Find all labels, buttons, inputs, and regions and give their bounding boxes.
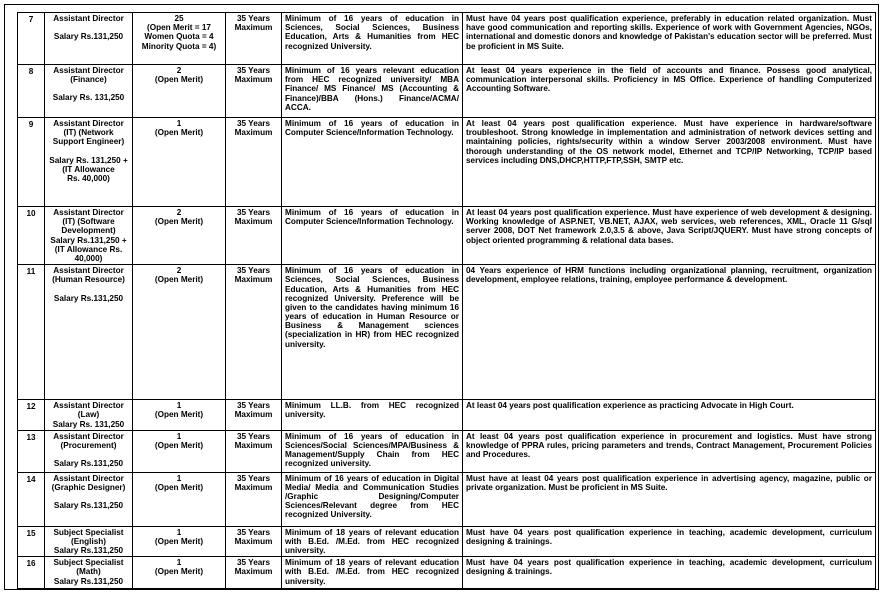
post-line: Assistant Director <box>53 208 124 217</box>
seats-line: Women Quota = 4 <box>144 32 214 42</box>
post-line: (IT) (Software <box>62 217 115 227</box>
age-limit-cell <box>226 265 282 400</box>
post-line: Assistant Director <box>53 431 124 441</box>
age-line: 35 Years <box>236 208 271 217</box>
seats-line: 1 <box>176 527 182 537</box>
seats-line: (Open Merit) <box>154 217 204 227</box>
education-cell: Minimum of 18 years of relevant education with B.Ed. /M.Ed. from HEC recognized university. <box>282 557 463 589</box>
age-line: Maximum <box>234 128 273 138</box>
education-cell: Minimum LL.B. from HEC recognized university. <box>282 400 463 431</box>
post-cell <box>45 265 133 400</box>
post-line: Development) <box>61 226 116 236</box>
post-cell <box>45 13 133 65</box>
age-line: 35 Years <box>236 401 271 411</box>
seats-cell <box>133 118 226 207</box>
age-line: Maximum <box>234 536 273 546</box>
age-line: Maximum <box>234 410 273 420</box>
post-cell <box>45 557 133 589</box>
seats-line: (Open Merit) <box>154 482 204 492</box>
post-line: Rs. 40,000) <box>67 173 110 183</box>
seats-line: (Open Merit) <box>154 536 204 546</box>
post-line: Salary Rs.131,250 <box>53 459 124 469</box>
experience-cell: Must have 04 years post qualification experience in teaching, academic development, curriculum designing & trainings. <box>463 557 876 589</box>
post-line: Salary Rs.131,250 <box>53 293 124 303</box>
serial-number-cell: 11 <box>18 265 45 400</box>
serial-number-cell: 9 <box>18 118 45 207</box>
seats-cell <box>133 430 226 472</box>
experience-cell: Must have 04 years post qualification experience in teaching, academic development, curriculum designing & trainings. <box>463 526 876 557</box>
experience-cell: At least 04 years post qualification experience. Must have experience of web development & designing. Working knowledge of ASP.NET, VB.NET, AJAX, web services, web references, XML, Oracle 11 G/sql server 2008, DOT Net framework 2.0,3.5 & above, Java Script/JQUERY. Must have strong concepts of object oriented programming & relational data bases. <box>463 207 876 265</box>
education-cell: Minimum of 18 years of relevant education with B.Ed. /M.Ed. from HEC recognized university. <box>282 526 463 557</box>
age-line: Maximum <box>234 482 273 492</box>
age-line: 35 Years <box>236 473 271 483</box>
age-line: 35 Years <box>236 527 271 537</box>
post-line: Subject Specialist <box>53 558 124 568</box>
post-line: Salary Rs. 131,250 <box>52 93 125 103</box>
post-line: Assistant Director <box>53 66 124 75</box>
post-cell <box>45 526 133 557</box>
post-line: (Human Resource) <box>52 275 125 285</box>
post-line: 40,000) <box>74 253 103 263</box>
seats-cell <box>133 65 226 118</box>
experience-cell: Must have at least 04 years post qualification experience in advertising agency, magazine, public or private organization. Must be proficient in MS Suite. <box>463 472 876 526</box>
post-line: Salary Rs. 131,250 + <box>49 155 128 165</box>
table-row <box>18 430 876 472</box>
post-line: Subject Specialist <box>53 527 124 537</box>
post-line: (Law) <box>77 410 100 420</box>
seats-line: 2 <box>176 66 182 75</box>
post-line: Support Engineer) <box>52 137 125 147</box>
seats-line: 1 <box>176 401 182 411</box>
seats-line: (Open Merit) <box>154 567 204 577</box>
experience-cell: At least 04 years post qualification experience in procurement and logistics. Must have strong knowledge of PPRA rules, pricing parameters and trends, Contract Management, Procurement Policies and Procedures. <box>463 430 876 472</box>
age-line: 35 Years <box>236 14 271 23</box>
positions-table-body <box>18 13 876 589</box>
education-cell: Minimum of 16 years relevant education from HEC recognized university/ MBA Finance/ MS Finance/ MS (Accounting & Finance)/BBA (Hons.) Finance/ACMA/ ACCA. <box>282 65 463 118</box>
age-limit-cell <box>226 207 282 265</box>
seats-cell <box>133 526 226 557</box>
seats-cell <box>133 207 226 265</box>
age-line: Maximum <box>234 217 273 227</box>
age-limit-cell <box>226 400 282 431</box>
seats-line: 25 <box>174 14 184 23</box>
post-line <box>48 147 129 156</box>
age-limit-cell <box>226 557 282 589</box>
education-cell: Minimum of 16 years of education in Sciences, Social Sciences, Business Education, Arts & Humanities from HEC recognized University. Preference will be given to the candidates having minimum 16 years of education in Human Resource or Business & Management sciences (specialization in HR) from HEC recognized university. <box>282 265 463 400</box>
post-cell <box>45 472 133 526</box>
age-limit-cell <box>226 13 282 65</box>
post-line: (Math) <box>76 567 101 577</box>
experience-cell: At least 04 years experience in the field of accounts and finance. Possess good analytical, communication interpersonal skills. Proficiency in MS Office. Experience of handling Computerized Accounting Software. <box>463 65 876 118</box>
serial-number-cell: 13 <box>18 430 45 472</box>
table-row <box>18 65 876 118</box>
age-line: 35 Years <box>236 266 271 276</box>
experience-cell: At least 04 years post qualification experience. Must have experience in hardware/software troubleshoot. Strong knowledge in implementation and administration of network devices setting and maintaining policies, rights/security within a window Server 2003/2008 environment. Must have thorough understanding of the OS network model, Ethernet and TCP/IP Networking, TCP/IP based services including DNS,DHCP,HTTP,FTP,SSH, SMTP etc. <box>463 118 876 207</box>
seats-cell <box>133 400 226 431</box>
post-line: (IT Allowance <box>62 164 115 174</box>
experience-cell: Must have 04 years post qualification experience, preferably in education related organization. Must have good communication and reporting skills. Experience of work with Government Agencies, NGOs, international and domestic donors and knowledge of Pakistan's education sector will be preferred. Must be proficient in MS Suite. <box>463 13 876 65</box>
post-line: Salary Rs.131,250 + <box>50 235 127 245</box>
post-line <box>48 492 129 501</box>
age-limit-cell <box>226 472 282 526</box>
table-row <box>18 118 876 207</box>
seats-cell <box>133 557 226 589</box>
post-line: (IT) (Network <box>63 128 114 138</box>
post-line: Salary Rs.131,250 <box>53 32 124 42</box>
seats-line: (Open Merit) <box>154 128 204 138</box>
table-row <box>18 207 876 265</box>
serial-number-cell: 14 <box>18 472 45 526</box>
seats-line: 2 <box>176 208 182 217</box>
experience-cell: 04 Years experience of HRM functions including organizational planning, recruitment, organization development, employee relations, training, employee performance & development. <box>463 265 876 400</box>
post-cell <box>45 400 133 431</box>
age-line: Maximum <box>234 75 273 85</box>
seats-line: (Open Merit = 17 <box>147 23 211 33</box>
positions-table <box>17 12 876 589</box>
table-row <box>18 557 876 589</box>
age-line: 35 Years <box>236 119 271 128</box>
post-line: Assistant Director <box>53 119 124 128</box>
age-line: 35 Years <box>236 558 271 568</box>
seats-line: (Open Merit) <box>154 275 204 285</box>
post-line: Salary Rs.131,250 <box>53 576 124 586</box>
post-cell <box>45 430 133 472</box>
seats-line: Minority Quota = 4) <box>141 41 217 51</box>
age-line: Maximum <box>234 567 273 577</box>
age-line: Maximum <box>234 23 273 33</box>
post-line <box>48 84 129 93</box>
age-line: 35 Years <box>236 431 271 441</box>
post-line <box>48 450 129 459</box>
education-cell: Minimum of 16 years of education in Sciences/Social Sciences/MPA/Business & Management/Supply Chain from HEC recognized university. <box>282 430 463 472</box>
serial-number-cell: 10 <box>18 207 45 265</box>
seats-line: (Open Merit) <box>154 440 204 450</box>
serial-number-cell: 12 <box>18 400 45 431</box>
serial-number-cell: 15 <box>18 526 45 557</box>
post-line <box>48 23 129 32</box>
post-line: Assistant Director <box>53 473 124 483</box>
post-cell <box>45 118 133 207</box>
post-line: Assistant Director <box>53 14 124 23</box>
age-line: Maximum <box>234 275 273 285</box>
seats-line: 1 <box>176 558 182 568</box>
serial-number-cell: 16 <box>18 557 45 589</box>
post-line: (IT Allowance Rs. <box>54 244 123 254</box>
seats-cell <box>133 13 226 65</box>
serial-number-cell: 8 <box>18 65 45 118</box>
post-line: Assistant Director <box>53 266 124 276</box>
post-line: Salary Rs. 131,250 <box>52 419 125 429</box>
table-row <box>18 472 876 526</box>
age-line: 35 Years <box>236 66 271 75</box>
seats-line: (Open Merit) <box>154 75 204 85</box>
seats-line: (Open Merit) <box>154 410 204 420</box>
serial-number-cell: 7 <box>18 13 45 65</box>
seats-line: 1 <box>176 431 182 441</box>
table-row <box>18 265 876 400</box>
age-limit-cell <box>226 118 282 207</box>
post-line: (Finance) <box>70 75 107 85</box>
age-line: Maximum <box>234 440 273 450</box>
age-limit-cell <box>226 526 282 557</box>
education-cell: Minimum of 16 years of education in Digital Media/ Media and Communication Studies /Graphic Designing/Computer Sciences/Relevant degree from HEC recognized University. <box>282 472 463 526</box>
post-line: (English) <box>70 536 107 546</box>
education-cell: Minimum of 16 years of education in Computer Science/Information Technology. <box>282 207 463 265</box>
post-line: Salary Rs.131,250 <box>53 501 124 511</box>
age-limit-cell <box>226 430 282 472</box>
education-cell: Minimum of 16 years of education in Computer Science/Information Technology. <box>282 118 463 207</box>
table-row <box>18 400 876 431</box>
seats-line: 2 <box>176 266 182 276</box>
seats-cell <box>133 265 226 400</box>
education-cell: Minimum of 16 years of education in Sciences, Social Sciences, Business Education, Arts & Humanities from HEC recognized University. <box>282 13 463 65</box>
post-line: (Graphic Designer) <box>51 482 126 492</box>
table-row <box>18 526 876 557</box>
post-cell <box>45 207 133 265</box>
post-cell <box>45 65 133 118</box>
post-line: Salary Rs.131,250 <box>53 546 124 556</box>
post-line <box>48 285 129 294</box>
post-line: Assistant Director <box>53 401 124 411</box>
table-row <box>18 13 876 65</box>
age-limit-cell <box>226 65 282 118</box>
experience-cell: At least 04 years post qualification experience as practicing Advocate in High Court. <box>463 400 876 431</box>
seats-line: 1 <box>176 473 182 483</box>
seats-line: 1 <box>176 119 182 128</box>
seats-cell <box>133 472 226 526</box>
post-line: (Procurement) <box>60 440 117 450</box>
